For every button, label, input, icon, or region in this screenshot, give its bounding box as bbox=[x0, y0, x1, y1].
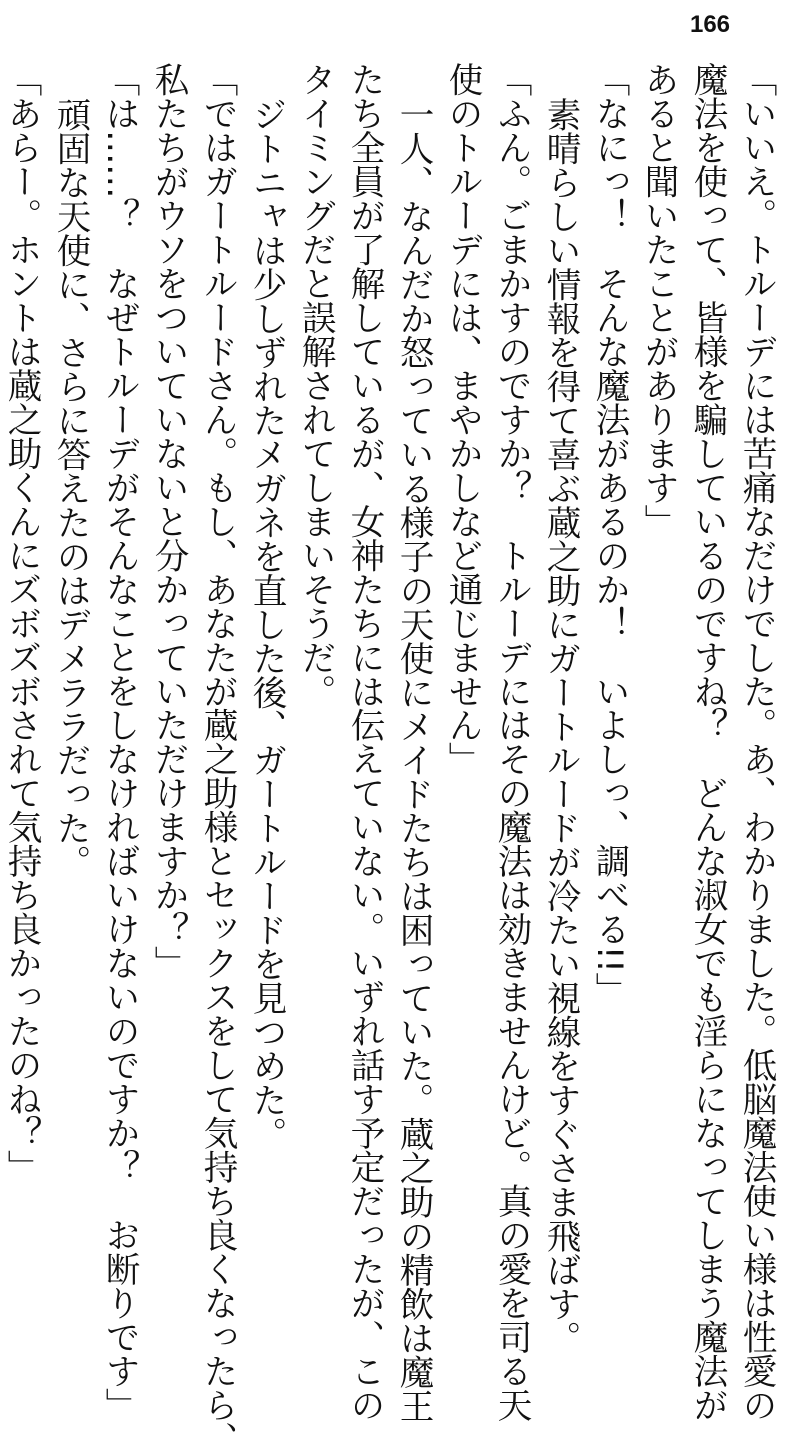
text-line: 私たちがウソをついていないと分かっていただけますか？」 bbox=[148, 62, 188, 980]
text-line: 「なにっ！ そんな魔法があるのか！ いよしっ、調べる!!」 bbox=[589, 62, 629, 1007]
text-line: 頑固な天使に、さらに答えたのはデメララだった。 bbox=[50, 96, 90, 879]
text-line: 「あらー。ホントは蔵之助くんにズボズボされて気持ち良かったのね？」 bbox=[1, 62, 41, 1184]
text-line: 「いいえ。トルーデには苦痛なだけでした。あ、わかりました。低脳魔法使い様は性愛の bbox=[736, 62, 776, 1422]
text-line: 一人、なんだか怒っている様子の天使にメイドたちは困っていた。蔵之助の精飲は魔王 bbox=[393, 96, 433, 1423]
text-line: たち全員が了解しているが、女神たちには伝えていない。いずれ話す予定だったが、この bbox=[344, 62, 384, 1422]
text-line: 魔法を使って、皆様を騙しているのですね？ どんな淑女でも淫らになってしまう魔法が bbox=[687, 62, 727, 1422]
text-line: タイミングだと誤解されてしまいそうだ。 bbox=[295, 62, 335, 708]
text-line: 使のトルーデには、まやかしなど通じません」 bbox=[442, 62, 482, 776]
page-body-text bbox=[1, 62, 780, 1456]
text-line: 「は……？ なぜトルーデがそんなことをしなければいけないのですか？ お断りです」 bbox=[99, 62, 139, 1422]
text-line: ジトニャは少しずれたメガネを直した後、ガートルードを見つめた。 bbox=[246, 96, 286, 1151]
text-line: 「ではガートルードさん。もし、あなたが蔵之助様とセックスをして気持ち良くなったら、 bbox=[197, 62, 237, 1456]
text-line: 素晴らしい情報を得て喜ぶ蔵之助にガートルードが冷たい視線をすぐさま飛ばす。 bbox=[540, 96, 580, 1355]
page-number: 166 bbox=[689, 11, 731, 38]
text-line: 「ふん。ごまかすのですか？ トルーデにはその魔法は効きませんけど。真の愛を司る天 bbox=[491, 62, 531, 1422]
text-line: あると聞いたことがあります」 bbox=[638, 62, 678, 538]
